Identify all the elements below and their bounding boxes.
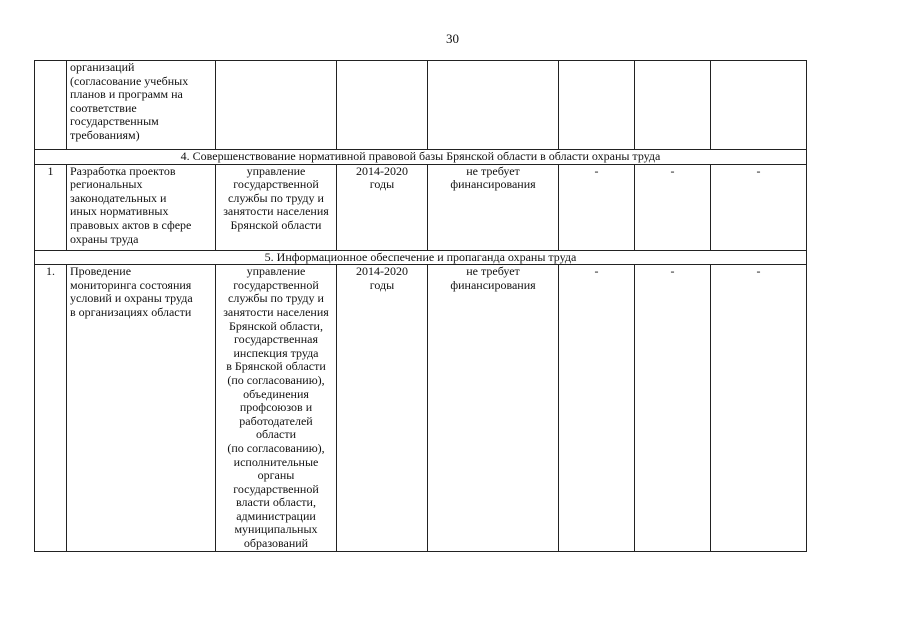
section-heading-5: 5. Информационное обеспечение и пропаганда охраны труда [35,250,807,265]
cell-num [35,61,67,150]
program-table [34,60,807,552]
cell-financing: не требует финансирования [428,164,559,250]
cell-measure-name: Проведение мониторинга состояния условий и охраны труда в организациях области [67,265,216,551]
section-heading-row [35,250,807,265]
cell-executor: управление государственной службы по труду и занятости населения Брянской области [216,164,337,250]
cell-num: 1 [35,164,67,250]
cell-col6: - [559,164,635,250]
cell-col7: - [635,164,711,250]
cell-num: 1. [35,265,67,551]
cell-term: 2014-2020 годы [337,265,428,551]
cell-col8: - [711,164,807,250]
table-row-continuation [35,61,807,150]
cell-col8 [711,61,807,150]
cell-term [337,61,428,150]
table-row [35,164,807,250]
cell-col6: - [559,265,635,551]
cell-col7: - [635,265,711,551]
cell-executor [216,61,337,150]
cell-measure-name: организаций (согласование учебных планов и программ на соответствие государственным требованиям) [67,61,216,150]
cell-financing [428,61,559,150]
page-number: 30 [446,31,459,46]
cell-col6 [559,61,635,150]
cell-col8: - [711,265,807,551]
table-row [35,265,807,551]
section-heading-row [35,150,807,165]
cell-measure-name: Разработка проектов региональных законодательных и иных нормативных правовых актов в сфере охраны труда [67,164,216,250]
cell-executor: управление государственной службы по труду и занятости населения Брянской области, государственная инспекция труда в Брянской области (по согласованию), объединения профсоюзов и работодателей области (по согласованию), исполнительные органы государственной власти области, администрации муниципальных образований [216,265,337,551]
cell-financing: не требует финансирования [428,265,559,551]
cell-term: 2014-2020 годы [337,164,428,250]
cell-col7 [635,61,711,150]
section-heading-4: 4. Совершенствование нормативной правовой базы Брянской области в области охраны труда [35,150,807,165]
